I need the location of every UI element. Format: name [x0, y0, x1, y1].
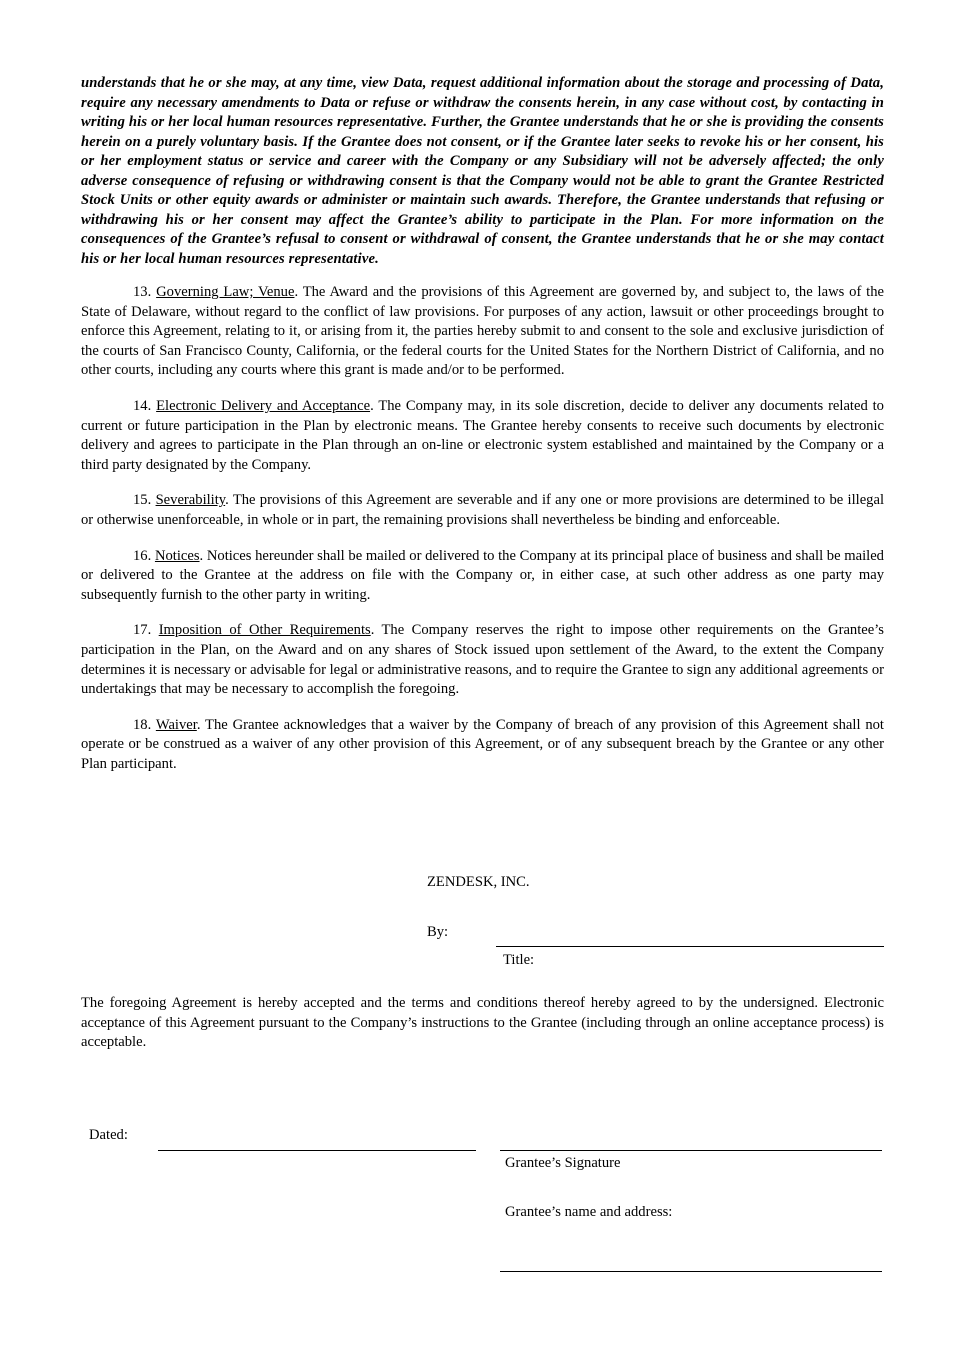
section-number: 18.: [133, 716, 152, 733]
section-text: . The Award and the provisions of this Agreement are governed by, and subject to, the laws of the State of Delaware, without regard to the conflict of law provisions. For purposes of any action, lawsuit or other proceedings brought to enforce this Agreement, relating to it, or arising from it, the parties hereby submit to and consent to the sole and exclusive jurisdiction of the courts of San Francisco County, California, or the federal courts for the United States for the Northern District of California, and no other courts, including any courts where this grant is made and/or to be performed.: [81, 284, 884, 379]
section-16: [81, 547, 884, 606]
company-name: ZENDESK, INC.: [427, 874, 530, 890]
section-heading: Imposition of Other Requirements: [158, 622, 371, 639]
section-number: 15.: [133, 492, 152, 509]
company-signature-line[interactable]: [496, 946, 884, 947]
section-text: . The Company reserves the right to impose other requirements on the Grantee’s participation in the Plan, on the Award and on any shares of Stock issued upon settlement of the Award, to the extent the Company determines it is necessary or advisable for legal or administrative reasons, and to require the Grantee to sign any additional agreements or undertakings that may be necessary to accomplish the foregoing.: [81, 622, 884, 698]
section-number: 14.: [133, 397, 152, 414]
grantee-signature-line[interactable]: [500, 1150, 882, 1151]
section-heading: Severability: [155, 492, 226, 509]
section-heading: Notices: [154, 547, 200, 564]
grantee-name-address-label: Grantee’s name and address:: [505, 1204, 673, 1220]
section-18: [81, 716, 884, 775]
section-number: 13.: [133, 284, 152, 300]
agreement-body: [81, 74, 884, 790]
section-13: [81, 283, 884, 381]
title-label: Title:: [503, 952, 535, 968]
date-line[interactable]: [158, 1150, 476, 1151]
section-heading: Waiver: [155, 716, 197, 733]
data-consent-paragraph: understands that he or she may, at any time, view Data, request additional information about the storage and processing of Data, require any necessary amendments to Data or refuse or withdraw the consents herein, in any case without cost, by contacting in writing his or her local human resources representative. Further, the Grantee understands that he or she is providing the consents herein on a purely voluntary basis. If the Grantee does not consent, or if the Grantee later seeks to revoke his or her consent, his or her employment status or service and career with the Company or any Subsidiary will not be adversely affected; the only adverse consequence of refusing or withdrawing consent is that the Company would not be able to grant the Grantee Restricted Stock Units or other equity awards or administer or maintain such awards. Therefore, the Grantee understands that refusing or withdrawing his or her consent may affect the Grantee’s ability to participate in the Plan. For more information on the consequences of the Grantee’s refusal to consent or withdrawal of consent, the Grantee understands that he or she may contact his or her local human resources representative.: [81, 75, 884, 267]
section-17: [81, 621, 884, 699]
section-number: 16.: [133, 547, 152, 564]
section-15: [81, 491, 884, 530]
section-heading: Electronic Delivery and Acceptance: [156, 397, 371, 414]
grantee-signature-label: Grantee’s Signature: [505, 1155, 621, 1171]
section-heading: Governing Law; Venue: [156, 284, 295, 300]
section-text: . The provisions of this Agreement are severable and if any one or more provisions are determined to be illegal or otherwise unenforceable, in whole or in part, the remaining provisions shall nevertheless be binding and enforceable.: [81, 492, 884, 528]
acceptance-paragraph: The foregoing Agreement is hereby accepted and the terms and conditions thereof hereby agreed to by the undersigned. Electronic acceptance of this Agreement pursuant to the Company’s instructions to the Grantee (including through an online acceptance process) is acceptable.: [81, 995, 884, 1051]
section-number: 17.: [133, 622, 152, 639]
section-text: . The Grantee acknowledges that a waiver by the Company of breach of any provision of this Agreement shall not operate or be construed as a waiver of any other provision of this Agreement, or of any subsequent breach by the Grantee or any other Plan participant.: [81, 716, 884, 772]
section-text: . Notices hereunder shall be mailed or delivered to the Company at its principal place of business and shall be mailed or delivered to the Grantee at the address on file with the Company or, in either case, at such other address as one party may subsequently furnish to the other party in writing.: [81, 547, 884, 603]
dated-label: Dated:: [89, 1127, 128, 1143]
section-14: [81, 397, 884, 475]
by-label: By:: [427, 924, 449, 940]
section-text: . The Company may, in its sole discretion, decide to deliver any documents related to current or future participation in the Plan by electronic means. The Grantee hereby consents to receive such documents by electronic delivery and agrees to participate in the Plan through an on-line or electronic system established and maintained by the Company or a third party designated by the Company.: [81, 397, 884, 473]
grantee-name-address-line[interactable]: [500, 1271, 882, 1272]
